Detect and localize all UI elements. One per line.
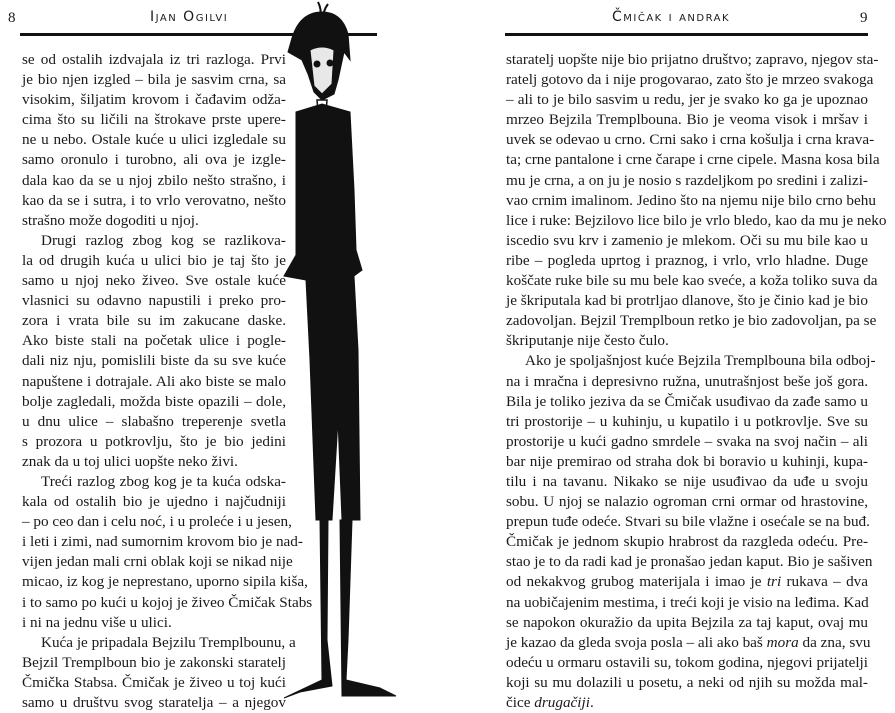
text-line: ribe – pogleda uprtog i praznog, i vrlo, vrlo hladne. Duge bbox=[506, 251, 868, 269]
text-line: Drugi razlog zbog kog se razlikova- bbox=[41, 231, 286, 249]
text-line: je škriputala kad bi protrljao dlanove, što je činio kad je bio bbox=[506, 292, 868, 310]
tall-man-illustration bbox=[270, 0, 410, 700]
text-line: koščate ruke bile su mu bele kao sveće, a koža toliko suva da bbox=[506, 272, 878, 290]
text-line: ratelj gotovo da i nije progovarao, zato što je mrzeo svakoga bbox=[506, 71, 874, 89]
text-line: iscedio svu krv i zamenio je mlekom. Oči su mu bile kao u bbox=[506, 231, 868, 249]
text-line bbox=[506, 693, 868, 713]
text-line: dala kao da se u njoj zbilo nešto strašno, i bbox=[22, 171, 286, 189]
text-line: vlasnici su odavno napustili i preko pro- bbox=[22, 292, 286, 310]
text-line: – po ceo dan i celu noć, i u proleće i u jesen, bbox=[22, 513, 292, 531]
text-line: dali niz nju, pomislili biste da su sve kuće bbox=[22, 352, 286, 370]
text-line: samo oronulo i turobno, ali ova je izgle- bbox=[22, 151, 286, 169]
right-text-column bbox=[506, 50, 887, 713]
text-line: samo u društvu svog staratelja – a njegov bbox=[22, 694, 286, 711]
text-line: ta; crne pantalone i crne čarape i crne cipele. Masna kosa bila bbox=[506, 151, 880, 169]
text-line: prostorije u kući gadno smrdele – svaka na svoj način – ali bbox=[506, 432, 868, 450]
text-line: vijen jedan mali crni oblak koji se nikad nije bbox=[22, 553, 293, 571]
text-line: mu je crna, a on ju je nosio s razdeljkom po sredini i zalizi- bbox=[506, 171, 868, 189]
text-line: na uobičajenim mestima, i treći koji je visio na leđima. Kad bbox=[506, 593, 869, 611]
running-head-title: Čmičak i andrak bbox=[612, 9, 731, 25]
text-segment: rukava – dva bbox=[781, 573, 868, 591]
text-line bbox=[506, 633, 871, 653]
emphasis-text: mora bbox=[766, 633, 799, 651]
text-line: visokim, šiljatim krovom i čađavim odža- bbox=[22, 91, 286, 109]
text-line: bolje zagledali, možda biste opazili – dole, bbox=[22, 392, 286, 410]
text-line: vao crnim imalinom. Jedino što na njemu nije bilo crno behu bbox=[506, 191, 876, 209]
text-line: kala od ostalih bio je ujedno i najčudniji bbox=[22, 493, 286, 511]
text-line: i to samo po kući u kojoj je živeo Čmičak Stabs bbox=[22, 593, 313, 611]
text-line: Ako je spoljašnjost kuće Bejzila Tremplbouna bila odboj- bbox=[525, 352, 876, 370]
text-line: Treći razlog zbog kog je ta kuća odska- bbox=[41, 472, 286, 490]
text-line: cima što su ličili na štrokave prste upere- bbox=[22, 111, 286, 129]
emphasis-text: drugačiji bbox=[534, 694, 590, 711]
text-line: ne u nebo. Ostale kuće u ulici izgledale su bbox=[22, 131, 286, 149]
text-line: lice i ruke: Bejzilovo lice bilo je vrlo bledo, kao da mu je neko bbox=[506, 211, 887, 229]
text-line: bar nije premirao od straha dok bi boravio u kuhinji, kupa- bbox=[506, 452, 868, 470]
text-line: Bejzil Tremplboun bio je zakonski staratelj bbox=[22, 653, 286, 671]
text-line: kao da se i sutra, i to vrlo verovatno, nešto bbox=[22, 191, 286, 209]
text-line: stao je to da radi kad je pronašao jedan kaput. Bio je sašiven bbox=[506, 553, 873, 571]
text-line: se od ostalih izdvajala iz tri razloga. Prvi bbox=[22, 51, 286, 68]
text-segment: od nekakvog grubog materijala i imao je bbox=[506, 573, 767, 591]
page-number: 8 bbox=[8, 10, 16, 26]
text-line: se napokon okuražio da upita Bejzila za taj kaput, ovaj mu bbox=[506, 613, 868, 631]
text-line: u dnu ulice – slabašno treperenje svetla bbox=[22, 412, 286, 430]
text-line: znak da u toj ulici uopšte neko živi. bbox=[22, 452, 238, 470]
text-line: koji su mu dolazili u posetu, a neki od njih su možda mal- bbox=[506, 673, 868, 691]
text-line: i ni na jednu više u ulici. bbox=[22, 613, 172, 631]
text-line: strašno može dogoditi u njoj. bbox=[22, 211, 199, 229]
text-line: zadovoljan. Bejzil Tremplboun retko je bio zadovoljan, pa se bbox=[506, 312, 877, 330]
text-segment: čice bbox=[506, 694, 535, 711]
text-line: micao, iz kog je neprestano, uporno sipila kiša, bbox=[22, 573, 308, 591]
text-line: s prozora u potkrovlju, što je bio jedini bbox=[22, 432, 286, 450]
text-line: Bila je toliko jeziva da se Čmičak usuđivao da zađe samo u bbox=[506, 392, 868, 410]
text-line: prepun tuđe odeće. Stvari su bile vlažne i osećale se na buđ. bbox=[506, 513, 870, 531]
text-line: škriputanje nije često čulo. bbox=[506, 332, 669, 350]
text-line: zora i vrata bile su im zakucane daske. bbox=[22, 312, 286, 330]
text-line: – ali to je bilo sasvim u redu, jer je svako ko ga je upoznao bbox=[506, 91, 868, 109]
text-line bbox=[506, 572, 868, 592]
text-line: Kuća je pripadala Bejzilu Tremplbounu, a bbox=[41, 633, 296, 651]
text-segment: je kazao da gleda svoja posla – ali ako baš bbox=[506, 633, 767, 651]
text-line: na i mračna i depresivno ružna, unutrašnjost beše još gora. bbox=[506, 372, 868, 390]
text-segment: da zna, svu bbox=[798, 633, 871, 651]
text-line: mrzeo Bejzila Tremplbouna. Bio je veoma visok i mršav i bbox=[506, 111, 868, 129]
text-line: Čmička Stabsa. Čmičak je živeo u toj kući bbox=[22, 673, 286, 691]
text-line: napuštene i dotrajale. Ali ako biste se malo bbox=[22, 372, 286, 390]
emphasis-text: tri bbox=[766, 573, 782, 591]
text-line: la od drugih kuća u ulici bio je taj što je bbox=[22, 251, 286, 269]
text-line: i leti i zimi, nad sumornim krovom bio je nad- bbox=[22, 533, 303, 551]
text-segment: . bbox=[589, 694, 594, 711]
left-text-column bbox=[22, 50, 313, 713]
header-rule bbox=[505, 33, 868, 36]
text-line: je bio njen izgled – bila je sasvim crna, sa bbox=[22, 71, 286, 89]
text-line: tri prostorije – u kuhinju, u kupatilo i u potkrovlje. Sve su bbox=[506, 412, 868, 430]
text-line: uvek se odevao u crno. Crni sako i crna košulja i crna krava- bbox=[506, 131, 875, 149]
running-head-author: Ijan Ogilvi bbox=[150, 9, 229, 25]
text-line: odeću u ormaru ostavili su, tokom godina, njegovi prijatelji bbox=[506, 653, 868, 671]
text-line: samo u njoj neko živeo. Sve ostale kuće bbox=[22, 272, 286, 290]
text-line: Ako biste stali na početak ulice i pogle- bbox=[22, 332, 286, 350]
text-line: tilu i na tavanu. Nikako se nije usuđivao da uđe u svoju bbox=[506, 472, 868, 490]
page-number: 9 bbox=[860, 10, 868, 26]
text-line: sobu. U njoj se nalazio ogroman crni ormar od hrastovine, bbox=[506, 493, 868, 511]
text-line: staratelj uopšte nije bio prijatno društvo; zapravo, njegov sta- bbox=[506, 51, 879, 68]
text-line: Čmičak je jednom skupio hrabrost da razgleda odeću. Pre- bbox=[506, 533, 868, 551]
